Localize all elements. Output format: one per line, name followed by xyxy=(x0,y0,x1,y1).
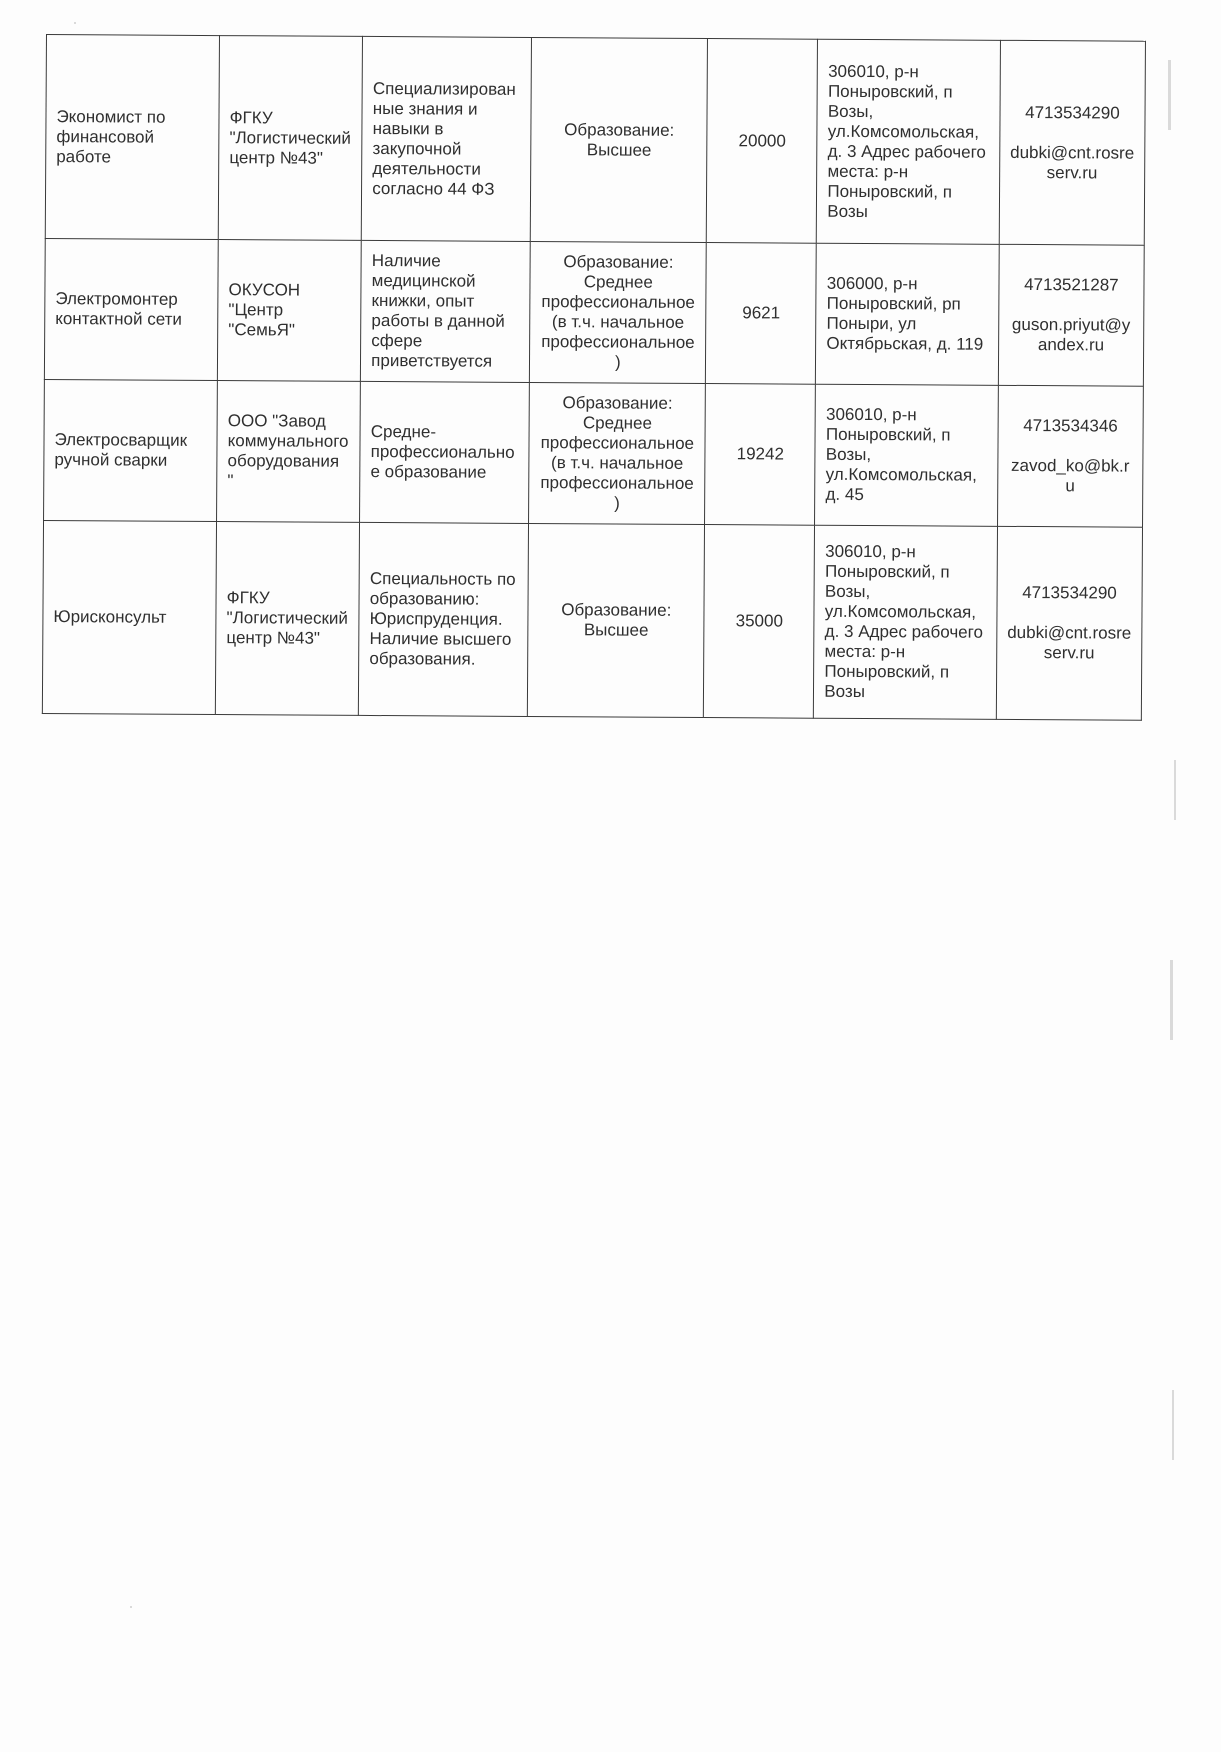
contact-cell xyxy=(998,244,1144,386)
job-title-cell xyxy=(42,520,216,714)
email-address: dubki@cnt.rosreserv.ru xyxy=(1010,142,1135,182)
education-cell xyxy=(530,37,707,242)
salary-cell xyxy=(706,243,817,385)
education-text: Образование: Среднее профессиональное (в т.ч. начальное профессиональное) xyxy=(540,393,695,513)
address-text: 306010, р-н Поныровский, п Возы, ул.Комсомольская, д. 3 Адрес рабочего места: р-н Поныровский, п Возы xyxy=(824,541,984,702)
vacancies-table xyxy=(42,34,1146,721)
job-title-cell xyxy=(45,35,219,240)
employer-cell xyxy=(215,522,359,716)
contact-cell xyxy=(999,40,1145,245)
table-row xyxy=(42,520,1142,720)
employer-name: ОКУСОН "Центр "СемьЯ" xyxy=(228,280,301,340)
scan-noise xyxy=(1170,960,1173,1040)
employer-cell xyxy=(217,381,361,523)
job-title-cell xyxy=(44,238,218,380)
employer-cell xyxy=(218,36,362,241)
address-text: 306010, р-н Поныровский, п Возы, ул.Комсомольская, д. 3 Адрес рабочего места: р-н Поныровский, п Возы xyxy=(827,61,986,221)
education-cell xyxy=(528,523,705,717)
scan-noise xyxy=(74,22,76,24)
job-title: Экономист по финансовой работе xyxy=(56,106,166,166)
requirements-text: Средне-профессиональное образование xyxy=(370,421,515,482)
address-cell xyxy=(814,525,998,719)
contact-cell xyxy=(996,526,1142,720)
requirements-cell xyxy=(359,522,529,716)
job-title-cell xyxy=(44,379,218,521)
salary-value: 9621 xyxy=(742,303,781,323)
table-row xyxy=(44,379,1144,527)
job-title: Электросварщик ручной сварки xyxy=(54,430,188,470)
salary-cell xyxy=(705,384,816,526)
phone-number: 4713521287 xyxy=(1024,274,1119,295)
salary-cell xyxy=(707,39,818,244)
salary-value: 19242 xyxy=(736,444,785,464)
education-text: Образование: Среднее профессиональное (в т.ч. начальное профессиональное) xyxy=(541,252,695,372)
education-text: Образование: Высшее xyxy=(561,600,672,640)
education-cell xyxy=(530,241,707,383)
scan-noise xyxy=(1174,760,1176,820)
address-cell xyxy=(816,243,999,385)
table-row xyxy=(44,238,1144,386)
education-text: Образование: Высшее xyxy=(564,119,675,160)
email-address: zavod_ko@bk.ru xyxy=(1011,455,1130,496)
employer-name: ООО "Завод коммунального оборудования " xyxy=(227,411,349,491)
education-cell xyxy=(529,382,706,524)
requirements-text: Специальность по образованию: Юриспруденция. Наличие высшего образования. xyxy=(369,568,516,669)
email-address: guson.priyut@yandex.ru xyxy=(1011,314,1131,355)
requirements-text: Специализированные знания и навыки в закупочной деятельности согласно 44 ФЗ xyxy=(372,78,516,199)
email-address: dubki@cnt.rosreserv.ru xyxy=(1007,622,1132,663)
employer-name: ФГКУ "Логистический центр №43" xyxy=(229,107,351,168)
scan-noise xyxy=(1168,60,1171,130)
requirements-text: Наличие медицинской книжки, опыт работы в данной сфере приветствуется xyxy=(371,250,505,371)
address-text: 306000, р-н Поныровский, рп Поныри, ул Октябрьская, д. 119 xyxy=(826,273,984,354)
requirements-cell xyxy=(361,36,531,241)
address-cell xyxy=(815,384,998,526)
scan-noise xyxy=(1172,1390,1174,1460)
salary-cell xyxy=(704,525,815,719)
employer-name: ФГКУ "Логистический центр №43" xyxy=(226,588,349,648)
phone-number: 4713534290 xyxy=(1025,102,1120,123)
salary-value: 20000 xyxy=(738,130,786,151)
contact-cell xyxy=(997,385,1143,527)
job-title: Юрисконсульт xyxy=(53,607,167,627)
requirements-cell xyxy=(360,381,530,523)
address-text: 306010, р-н Поныровский, п Возы, ул.Комсомольская, д. 45 xyxy=(825,404,977,505)
phone-number: 4713534346 xyxy=(1023,415,1118,436)
job-title: Электромонтер контактной сети xyxy=(55,289,182,329)
salary-value: 35000 xyxy=(735,611,784,631)
requirements-cell xyxy=(361,240,531,382)
table-row xyxy=(45,35,1145,246)
address-cell xyxy=(817,39,1001,244)
phone-number: 4713534290 xyxy=(1022,582,1117,603)
employer-cell xyxy=(218,240,362,382)
scan-noise xyxy=(130,1606,132,1608)
